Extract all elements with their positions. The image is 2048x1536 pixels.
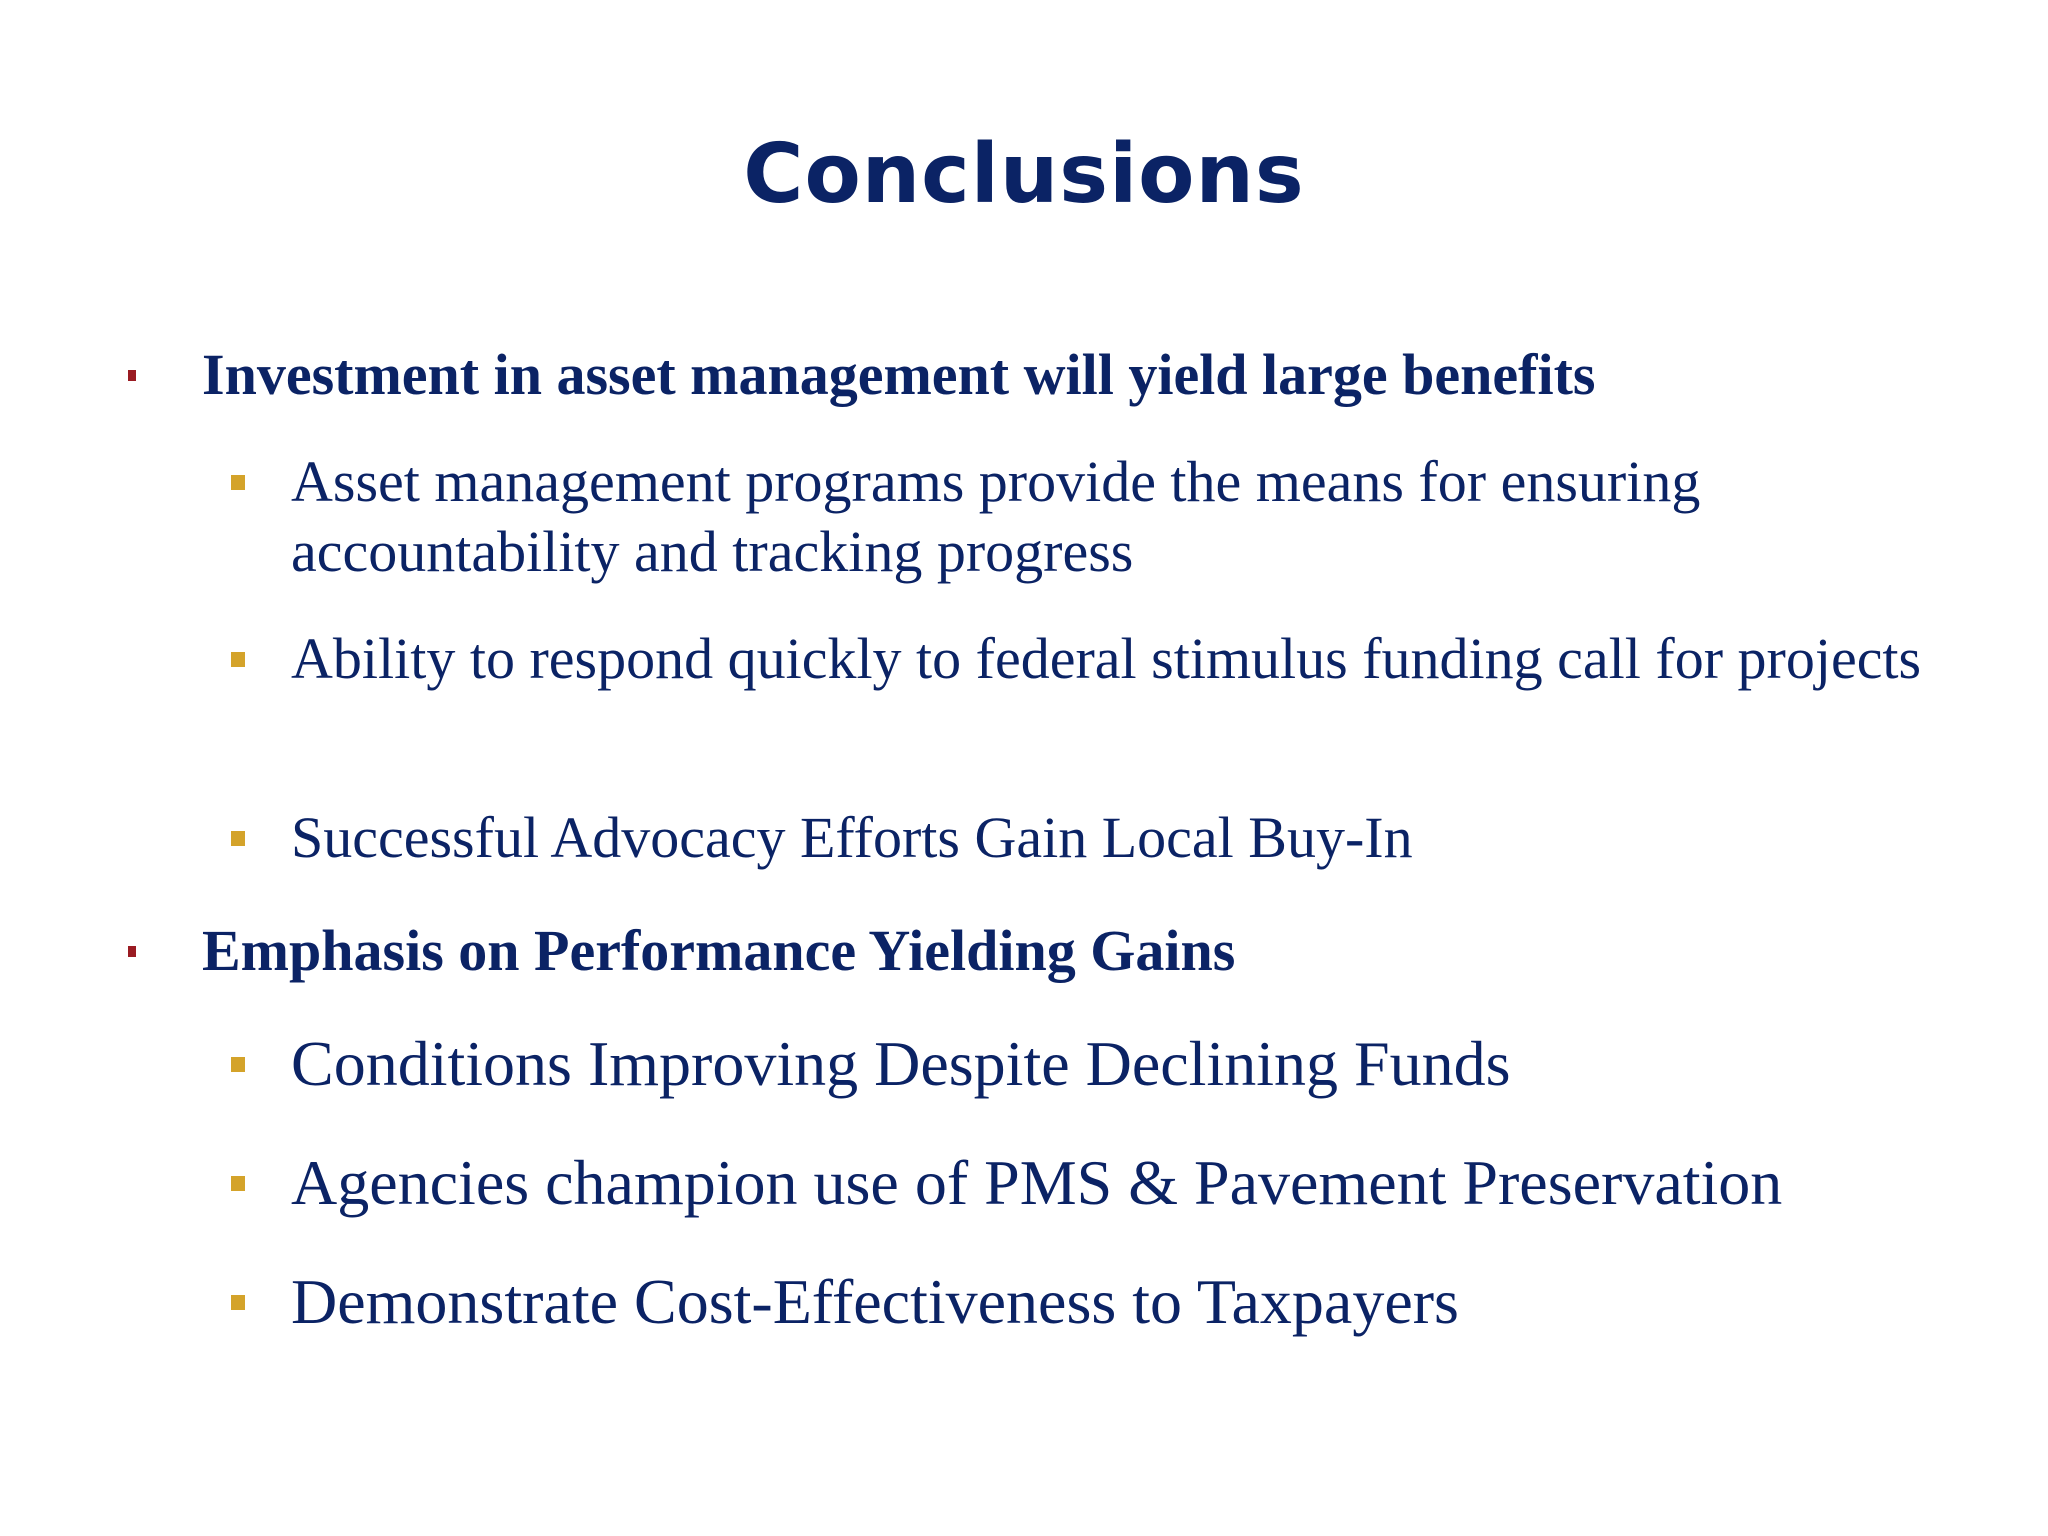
bullet-marker-square: [128, 946, 136, 957]
sub-bullet-marker-square: [231, 1176, 245, 1191]
slide-title: Conclusions: [743, 127, 1305, 222]
sub-bullet-marker-square: [231, 1295, 245, 1310]
sub-bullet-text: Asset management programs provide the means for ensuring accountability and tracking progress: [291, 449, 1701, 584]
sub-bullet-text: Successful Advocacy Efforts Gain Local Buy-In: [291, 805, 1413, 870]
sub-bullet-text: Ability to respond quickly to federal stimulus funding call for projects: [291, 626, 1922, 691]
bullet-heading-text: Investment in asset management will yield large benefits: [202, 342, 1596, 407]
sub-bullet-marker-square: [231, 475, 245, 490]
sub-bullet-text: Demonstrate Cost-Effectiveness to Taxpayers: [291, 1266, 1459, 1337]
bullet-marker-square: [128, 370, 136, 381]
sub-bullet-text: Conditions Improving Despite Declining Funds: [291, 1028, 1511, 1099]
sub-bullet-marker-square: [231, 1057, 245, 1072]
sub-bullet-marker-square: [231, 831, 245, 846]
sub-bullet-marker-square: [231, 652, 245, 667]
sub-bullet-text: Agencies champion use of PMS & Pavement Preservation: [291, 1147, 1783, 1218]
bullet-heading-text: Emphasis on Performance Yielding Gains: [202, 918, 1236, 983]
